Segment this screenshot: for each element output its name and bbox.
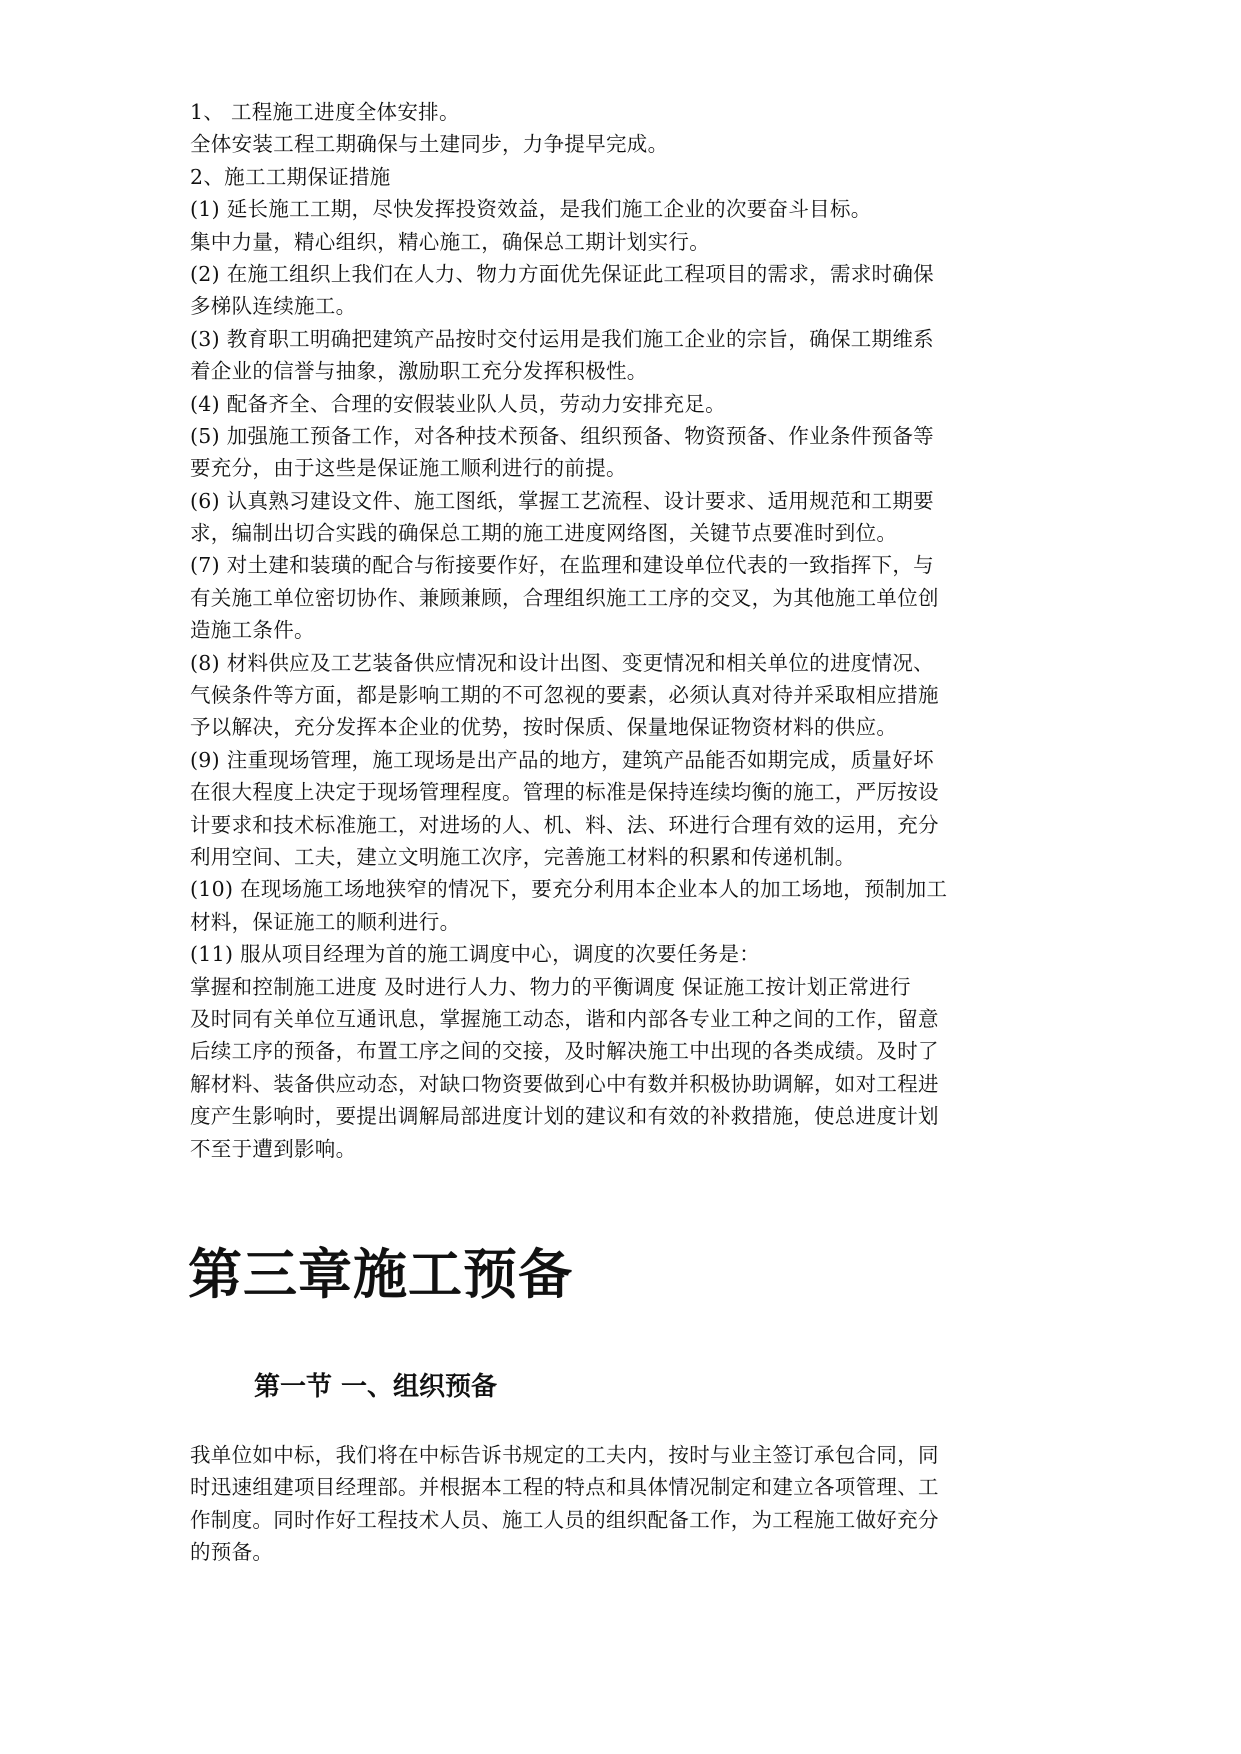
body-line: 掌握和控制施工进度 及时进行人力、物力的平衡调度 保证施工按计划正常进行 (190, 974, 911, 999)
section-line: 我单位如中标，我们将在中标告诉书规定的工夫内，按时与业主签订承包合同，同 (190, 1443, 939, 1467)
body-line: 着企业的信誉与抽象，激励职工充分发挥积极性。 (190, 359, 648, 384)
body-line: 全体安装工程工期确保与土建同步，力争提早完成。 (190, 132, 669, 157)
body-line: 多梯队连续施工。 (190, 294, 357, 319)
section-line: 作制度。同时作好工程技术人员、施工人员的组织配备工作，为工程施工做好充分 (190, 1507, 939, 1532)
section-title: 第一节 一、组织预备 (254, 1372, 498, 1402)
body-line: 有关施工单位密切协作、兼顾兼顾，合理组织施工工序的交叉，为其他施工单位创 (190, 585, 939, 610)
body-line: (6) 认真熟习建设文件、施工图纸，掌握工艺流程、设计要求、适用规范和工期要 (190, 488, 934, 513)
body-line: 造施工条件。 (190, 618, 315, 643)
body-line: 解材料、装备供应动态，对缺口物资要做到心中有数并积极协助调解，如对工程进 (190, 1071, 939, 1096)
body-line: 计要求和技术标准施工，对进场的人、机、料、法、环进行合理有效的运用，充分 (190, 812, 939, 837)
body-line: (3) 教育职工明确把建筑产品按时交付运用是我们施工企业的宗旨，确保工期维系 (190, 326, 934, 351)
chapter-title: 第三章施工预备 (188, 1243, 573, 1306)
body-line: 1、 工程施工进度全体安排。 (190, 100, 460, 124)
body-line: 后续工序的预备，布置工序之间的交接，及时解决施工中出现的各类成绩。及时了 (190, 1039, 939, 1064)
body-line: 及时同有关单位互通讯息，掌握施工动态，谐和内部各专业工种之间的工作，留意 (190, 1006, 939, 1031)
body-line: (8) 材料供应及工艺装备供应情况和设计出图、变更情况和相关单位的进度情况、 (190, 650, 934, 675)
body-line: (7) 对土建和装璜的配合与衔接要作好，在监理和建设单位代表的一致指挥下，与 (190, 553, 934, 578)
body-line: (10) 在现场施工场地狭窄的情况下，要充分利用本企业本人的加工场地，预制加工 (190, 877, 948, 902)
body-line: 予以解决，充分发挥本企业的优势，按时保质、保量地保证物资材料的供应。 (190, 715, 898, 740)
body-line: 集中力量，精心组织，精心施工，确保总工期计划实行。 (190, 229, 710, 254)
body-line: 气候条件等方面，都是影响工期的不可忽视的要素，必须认真对待并采取相应措施 (190, 683, 939, 708)
body-line: (9) 注重现场管理，施工现场是出产品的地方，建筑产品能否如期完成，质量好坏 (190, 747, 934, 772)
body-paragraphs (190, 96, 1090, 1165)
body-line: (2) 在施工组织上我们在人力、物力方面优先保证此工程项目的需求，需求时确保 (190, 261, 934, 286)
body-line: (4) 配备齐全、合理的安假装业队人员，劳动力安排充足。 (190, 391, 726, 416)
body-line: (5) 加强施工预备工作，对各种技术预备、组织预备、物资预备、作业条件预备等 (190, 423, 934, 448)
body-line: 利用空间、工夫，建立文明施工次序，完善施工材料的积累和传递机制。 (190, 844, 856, 869)
body-line: 2、施工工期保证措施 (190, 164, 391, 189)
section-line: 时迅速组建项目经理部。并根据本工程的特点和具体情况制定和建立各项管理、工 (190, 1475, 939, 1500)
body-line: 度产生影响时，要提出调解局部进度计划的建议和有效的补救措施，使总进度计划 (190, 1104, 939, 1129)
body-line: 不至于遭到影响。 (190, 1136, 357, 1161)
body-line: 求，编制出切合实践的确保总工期的施工进度网络图，关键节点要准时到位。 (190, 521, 898, 546)
section-line: 的预备。 (190, 1540, 274, 1565)
section-paragraph (190, 1439, 1090, 1569)
body-line: 材料，保证施工的顺利进行。 (190, 909, 461, 934)
body-line: (11) 服从项目经理为首的施工调度中心，调度的次要任务是： (190, 942, 761, 967)
body-line: 要充分，由于这些是保证施工顺利进行的前提。 (190, 456, 627, 481)
body-line: (1) 延长施工工期，尽快发挥投资效益，是我们施工企业的次要奋斗目标。 (190, 197, 872, 222)
body-line: 在很大程度上决定于现场管理程度。管理的标准是保持连续均衡的施工，严厉按设 (190, 780, 939, 805)
